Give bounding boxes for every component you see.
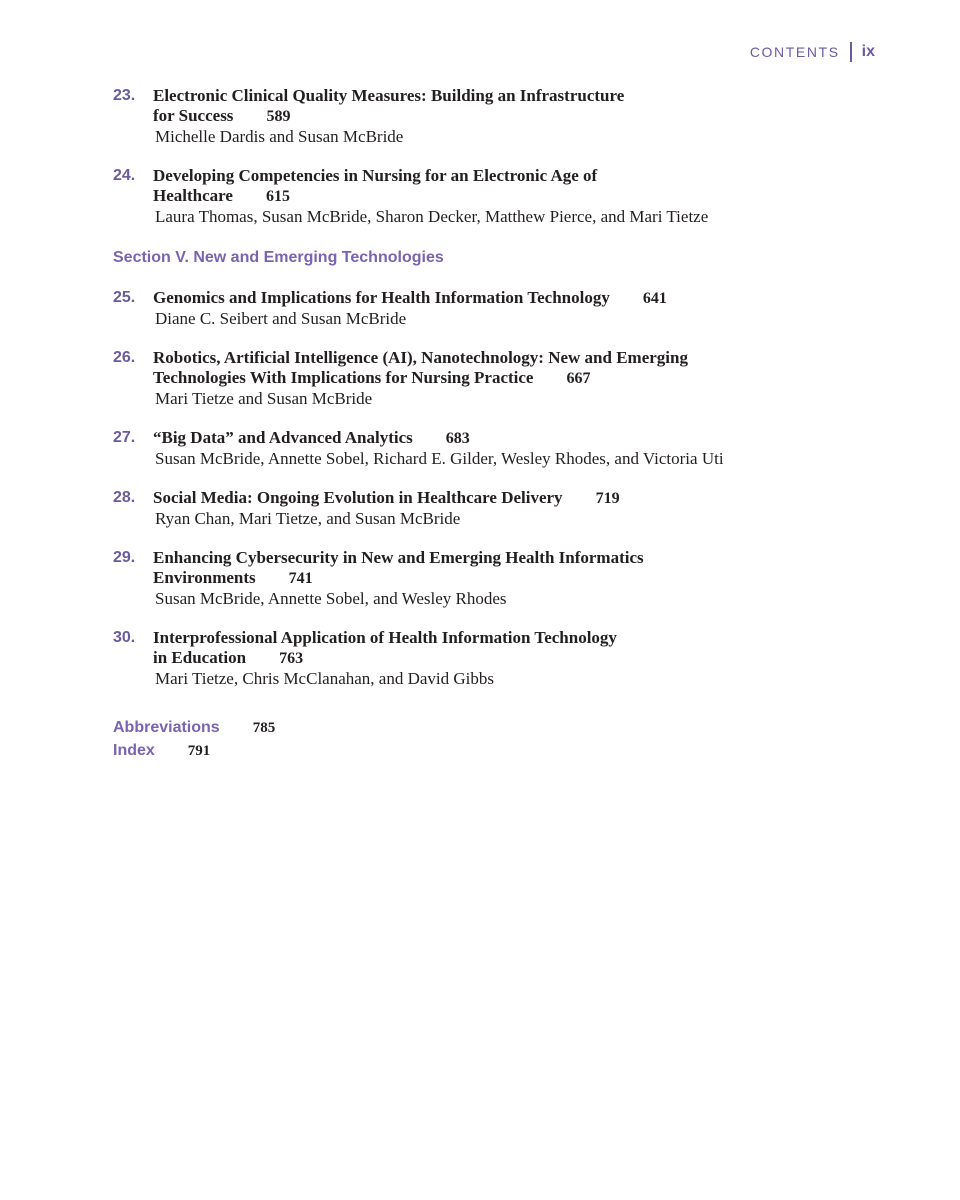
section-heading[interactable]: Section V. New and Emerging Technologies (113, 249, 444, 266)
back-matter-page: 785 (252, 720, 276, 736)
chapter-authors: Mari Tietze, Chris McClanahan, and David Gibbs (155, 669, 495, 688)
chapter-title-line1: Robotics, Artificial Intelligence (AI), Nanotechnology: New and Emerging (153, 348, 688, 367)
chapter-authors: Susan McBride, Annette Sobel, and Wesley Rhodes (155, 589, 507, 608)
chapter-title-line1: Enhancing Cybersecurity in New and Emerging Health Informatics (153, 548, 644, 567)
chapter-title-line1: “Big Data” and Advanced Analytics (153, 428, 413, 447)
chapter-number: 25. (113, 289, 136, 306)
chapter-title (153, 348, 688, 389)
chapter-title (153, 428, 724, 449)
toc-entry-23[interactable] (113, 86, 624, 147)
chapter-title-line2: Healthcare (153, 186, 233, 205)
chapter-title-line2: Environments (153, 568, 256, 587)
chapter-title-line2: Technologies With Implications for Nursing Practice (153, 368, 534, 387)
toc-abbreviations[interactable] (113, 718, 275, 738)
toc-entry-29[interactable] (113, 548, 644, 609)
chapter-title (153, 488, 620, 509)
chapter-number: 29. (113, 549, 136, 566)
chapter-title-line1: Interprofessional Application of Health Information Technology (153, 628, 617, 647)
chapter-title-line1: Genomics and Implications for Health Information Technology (153, 288, 610, 307)
chapter-authors: Laura Thomas, Susan McBride, Sharon Decker, Matthew Pierce, and Mari Tietze (155, 207, 709, 226)
toc-entry-28[interactable] (113, 488, 620, 529)
toc-index[interactable] (113, 741, 210, 761)
chapter-title (153, 166, 708, 207)
running-header-label: CONTENTS (749, 44, 840, 60)
back-matter-label: Index (113, 742, 155, 759)
chapter-page: 615 (265, 188, 290, 205)
chapter-title-line2: in Education (153, 648, 247, 667)
header-divider (850, 42, 852, 62)
chapter-authors: Ryan Chan, Mari Tietze, and Susan McBride (155, 509, 461, 528)
toc-entry-30[interactable] (113, 628, 617, 689)
chapter-number: 28. (113, 489, 136, 506)
chapter-authors: Susan McBride, Annette Sobel, Richard E. Gilder, Wesley Rhodes, and Victoria Uti (155, 449, 724, 468)
toc-entry-24[interactable] (113, 166, 708, 227)
back-matter-label: Abbreviations (113, 719, 220, 736)
page-number: ix (861, 43, 875, 60)
chapter-title (153, 288, 667, 309)
chapter-number: 23. (113, 87, 136, 104)
chapter-page: 683 (445, 430, 470, 447)
chapter-title-line1: Electronic Clinical Quality Measures: Building an Infrastructure (153, 86, 625, 105)
chapter-title (153, 548, 644, 589)
chapter-title-line1: Developing Competencies in Nursing for an Electronic Age of (153, 166, 598, 185)
chapter-number: 27. (113, 429, 136, 446)
chapter-authors: Diane C. Seibert and Susan McBride (155, 309, 407, 328)
chapter-page: 641 (642, 290, 667, 307)
running-header (750, 41, 875, 63)
toc-entry-27[interactable] (113, 428, 724, 469)
chapter-title (153, 86, 624, 127)
chapter-title (153, 628, 617, 669)
chapter-authors: Michelle Dardis and Susan McBride (155, 127, 404, 146)
chapter-number: 26. (113, 349, 136, 366)
chapter-number: 30. (113, 629, 136, 646)
chapter-page: 763 (279, 650, 304, 667)
toc-entry-25[interactable] (113, 288, 667, 329)
chapter-title-line1: Social Media: Ongoing Evolution in Healthcare Delivery (153, 488, 563, 507)
back-matter-page: 791 (187, 743, 211, 759)
toc-entry-26[interactable] (113, 348, 688, 409)
chapter-page: 589 (266, 108, 291, 125)
chapter-authors: Mari Tietze and Susan McBride (155, 389, 373, 408)
chapter-page: 719 (595, 490, 620, 507)
chapter-page: 741 (288, 570, 313, 587)
chapter-title-line2: for Success (153, 106, 234, 125)
chapter-page: 667 (566, 370, 591, 387)
chapter-number: 24. (113, 167, 136, 184)
